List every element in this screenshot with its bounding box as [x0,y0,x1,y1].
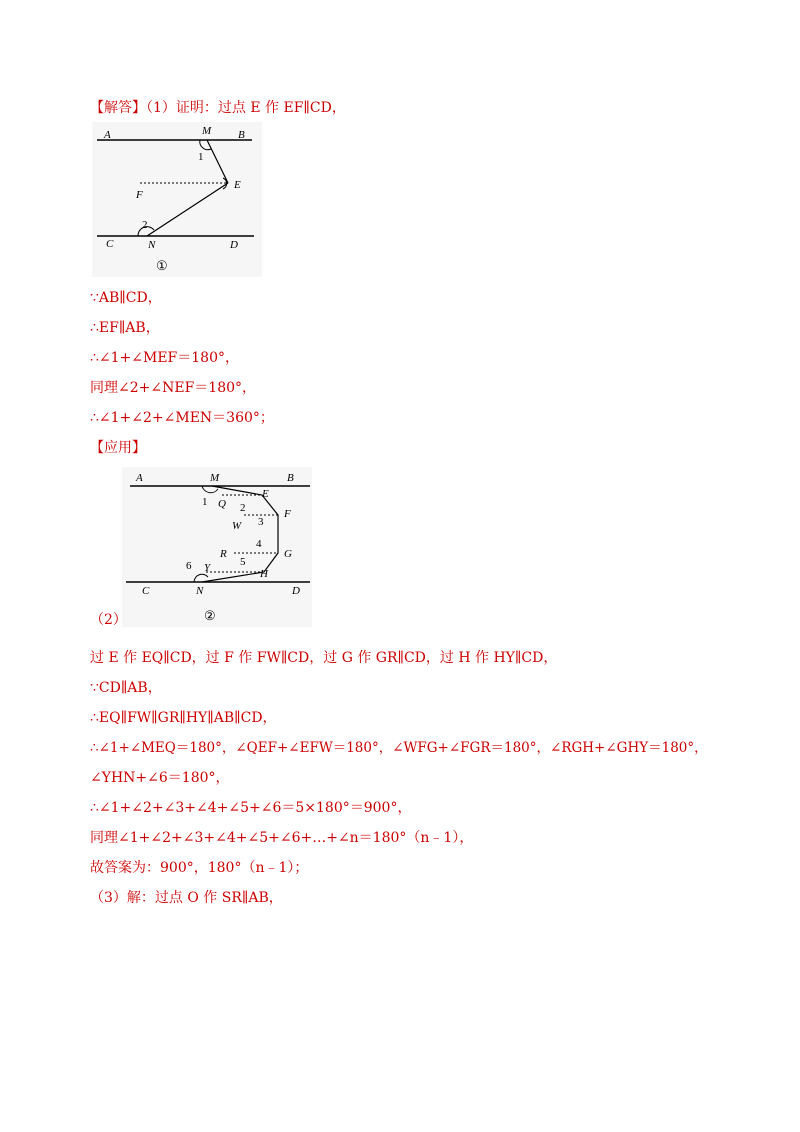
part2-line-7: 同理∠1+∠2+∠3+∠4+∠5+∠6+…+∠n＝180°（n﹣1）， [90,830,474,846]
proof-line-3: ∴∠1+∠MEF＝180°， [90,350,239,366]
label-angle-1: 1 [198,151,204,163]
label-N: N [196,585,204,597]
label-F: F [136,189,143,201]
part2-label: （2） [90,612,127,628]
part2-line-5: ∠YHN+∠6＝180°， [90,770,230,786]
label-E: E [262,488,269,500]
part2-line-4: ∴∠1+∠MEQ＝180°，∠QEF+∠EFW＝180°，∠WFG+∠FGR＝180°，∠RGH+∠GHY＝180°， [90,740,708,756]
answer-heading: 【解答】（1）证明：过点 E 作 EF∥CD， [90,100,346,116]
application-heading: 【应用】 [90,440,146,456]
label-B: B [287,472,294,484]
proof-line-4: 同理∠2+∠NEF＝180°， [90,380,257,396]
proof-line-1: ∵AB∥CD， [90,290,162,306]
figure-1 [92,122,262,277]
label-angle-3: 3 [258,516,264,528]
label-Y: Y [204,562,211,574]
label-angle-4: 4 [256,538,262,550]
label-W: W [232,520,242,532]
label-angle-2: 2 [142,219,148,231]
label-N: N [148,239,156,251]
label-A: A [136,472,143,484]
label-angle-5: 5 [240,556,246,568]
part3-line-1: （3）解：过点 O 作 SR∥AB， [90,890,283,906]
part2-line-2: ∵CD∥AB， [90,680,162,696]
figure-1-caption: ① [156,258,168,273]
part2-answer: 故答案为：900°，180°（n﹣1）； [90,860,309,876]
part2-line-1: 过 E 作 EQ∥CD，过 F 作 FW∥CD，过 G 作 GR∥CD，过 H 作 HY∥CD， [90,650,558,666]
label-F: F [284,508,291,520]
label-angle-6: 6 [186,560,192,572]
label-angle-1: 1 [202,496,208,508]
label-angle-2: 2 [240,502,246,514]
part2-line-6: ∴∠1+∠2+∠3+∠4+∠5+∠6＝5×180°＝900°， [90,800,412,816]
figure-2 [122,467,312,627]
proof-line-2: ∴EF∥AB， [90,320,160,336]
part2-line-3: ∴EQ∥FW∥GR∥HY∥AB∥CD， [90,710,277,726]
label-G: G [284,548,292,560]
label-D: D [230,239,238,251]
label-M: M [210,472,220,484]
label-A: A [104,129,111,141]
label-E: E [234,179,241,191]
label-R: R [220,548,227,560]
label-Q: Q [218,498,226,510]
label-B: B [238,129,245,141]
label-C: C [106,238,114,250]
label-C: C [142,585,150,597]
label-M: M [202,125,212,137]
label-D: D [292,585,300,597]
figure-2-caption: ② [204,608,216,623]
proof-line-5: ∴∠1+∠2+∠MEN＝360°； [90,410,274,426]
label-H: H [260,568,268,580]
